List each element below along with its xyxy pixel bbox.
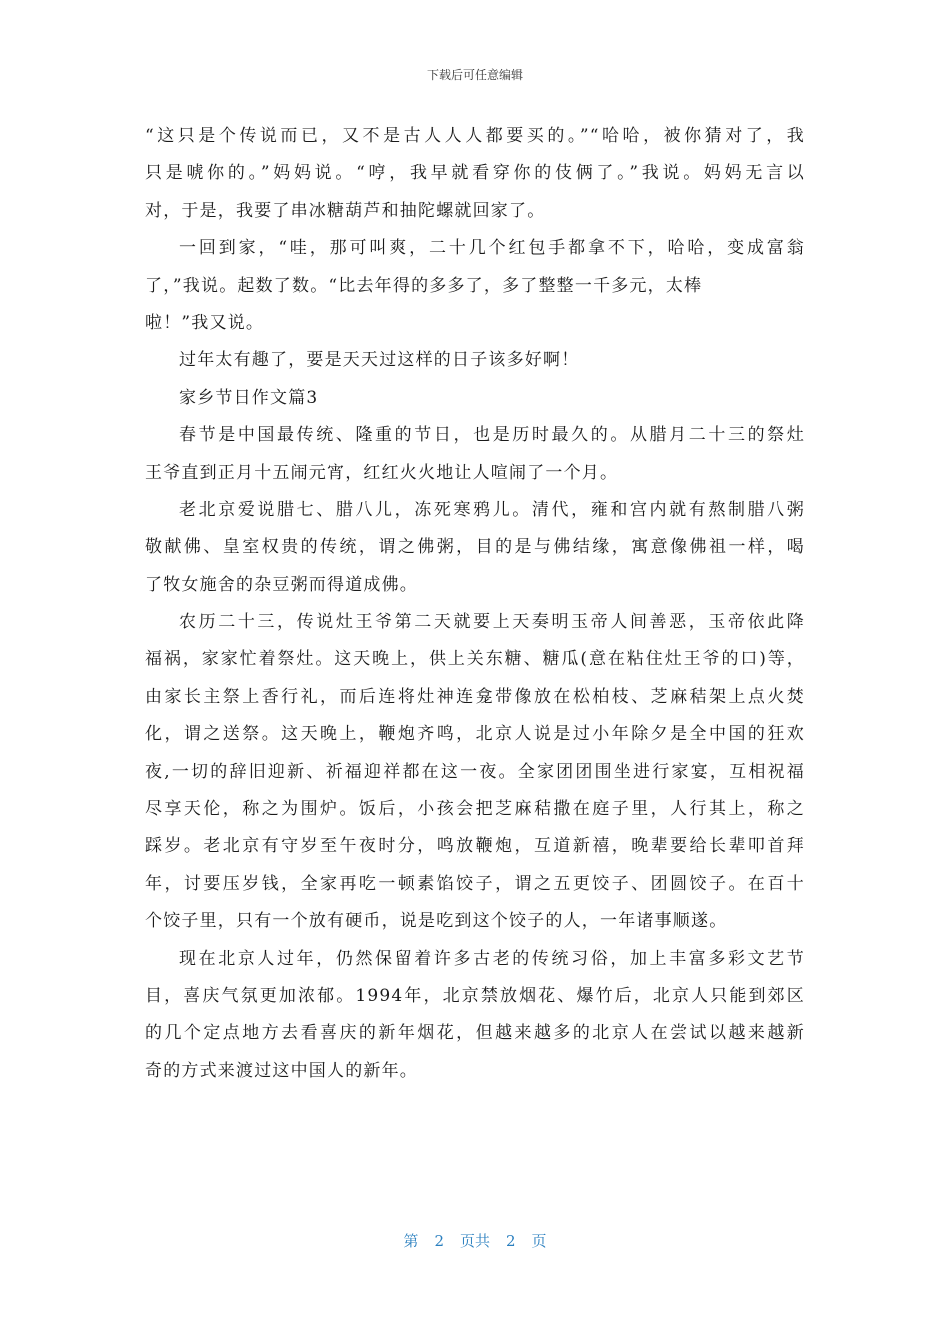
text-line: 敬献佛、皇室权贵的传统，谓之佛粥，目的是与佛结缘，寓意像佛祖一样，喝 (145, 537, 805, 558)
section-heading: 家乡节日作文篇3 (179, 387, 319, 408)
footer-suffix: 页 (531, 1232, 547, 1250)
text-line: 年，讨要压岁钱，全家再吃一顿素馅饺子，谓之五更饺子、团圆饺子。在百十 (145, 873, 805, 894)
text-line: 夜,一切的辞旧迎新、祈福迎祥都在这一夜。全家团团围坐进行家宴，互相祝福 (145, 761, 805, 782)
text-line: 踩岁。老北京有守岁至午夜时分，鸣放鞭炮，互道新禧，晚辈要给长辈叩首拜 (145, 836, 805, 857)
text-line: 一回到家，“哇，那可叫爽，二十几个红包手都拿不下，哈哈，变成富翁 (179, 238, 805, 259)
text-line: 目，喜庆气氛更加浓郁。1994年，北京禁放烟花、爆竹后，北京人只能到郊区 (145, 985, 805, 1006)
text-line: 春节是中国最传统、隆重的节日，也是历时最久的。从腊月二十三的祭灶 (179, 425, 805, 446)
footer-middle: 页共 (459, 1232, 490, 1250)
text-line: 化，谓之送祭。这天晚上，鞭炮齐鸣，北京人说是过小年除夕是全中国的狂欢 (145, 724, 805, 745)
text-line: 了牧女施舍的杂豆粥而得道成佛。 (145, 574, 418, 595)
current-page-number: 2 (434, 1232, 444, 1250)
text-line: 王爷直到正月十五闹元宵，红红火火地让人喧闹了一个月。 (145, 462, 619, 483)
text-line: 啦！”我又说。 (145, 312, 265, 333)
text-line: 过年太有趣了，要是天天过这样的日子该多好啊！ (179, 350, 580, 371)
document-body (145, 118, 805, 1090)
total-page-number: 2 (506, 1232, 516, 1250)
text-line: 现在北京人过年，仍然保留着许多古老的传统习俗，加上丰富多彩文艺节 (179, 948, 805, 969)
text-line: 尽享天伦，称之为围炉。饭后，小孩会把芝麻秸撒在庭子里，人行其上，称之 (145, 799, 805, 820)
text-line: 老北京爱说腊七、腊八儿，冻死寒鸦儿。清代，雍和宫内就有熬制腊八粥 (179, 499, 805, 520)
text-line: 奇的方式来渡过这中国人的新年。 (145, 1060, 418, 1081)
page-number-footer (0, 1230, 950, 1251)
footer-prefix: 第 (403, 1232, 419, 1250)
text-line: 只是唬你的。”妈妈说。“哼，我早就看穿你的伎俩了。”我说。妈妈无言以 (145, 163, 805, 184)
text-line: 对，于是，我要了串冰糖葫芦和抽陀螺就回家了。 (145, 200, 546, 221)
text-line: 福祸，家家忙着祭灶。这天晚上，供上关东糖、糖瓜(意在粘住灶王爷的口)等， (145, 649, 805, 670)
page-header: 下载后可任意编辑 (426, 68, 523, 82)
text-line: 由家长主祭上香行礼，而后连将灶神连龛带像放在松柏枝、芝麻秸架上点火焚 (145, 686, 805, 707)
text-line: 个饺子里，只有一个放有硬币，说是吃到这个饺子的人，一年诸事顺遂。 (145, 911, 728, 932)
text-line: “这只是个传说而已，又不是古人人人都要买的。”“哈哈，被你猜对了，我 (145, 126, 805, 146)
text-line: 了，”我说。起数了数。“比去年得的多多了，多了整整一千多元，太棒 (145, 275, 703, 296)
text-line: 农历二十三，传说灶王爷第二天就要上天奏明玉帝人间善恶，玉帝依此降 (179, 612, 805, 633)
text-line: 的几个定点地方去看喜庆的新年烟花，但越来越多的北京人在尝试以越来越新 (145, 1023, 805, 1044)
